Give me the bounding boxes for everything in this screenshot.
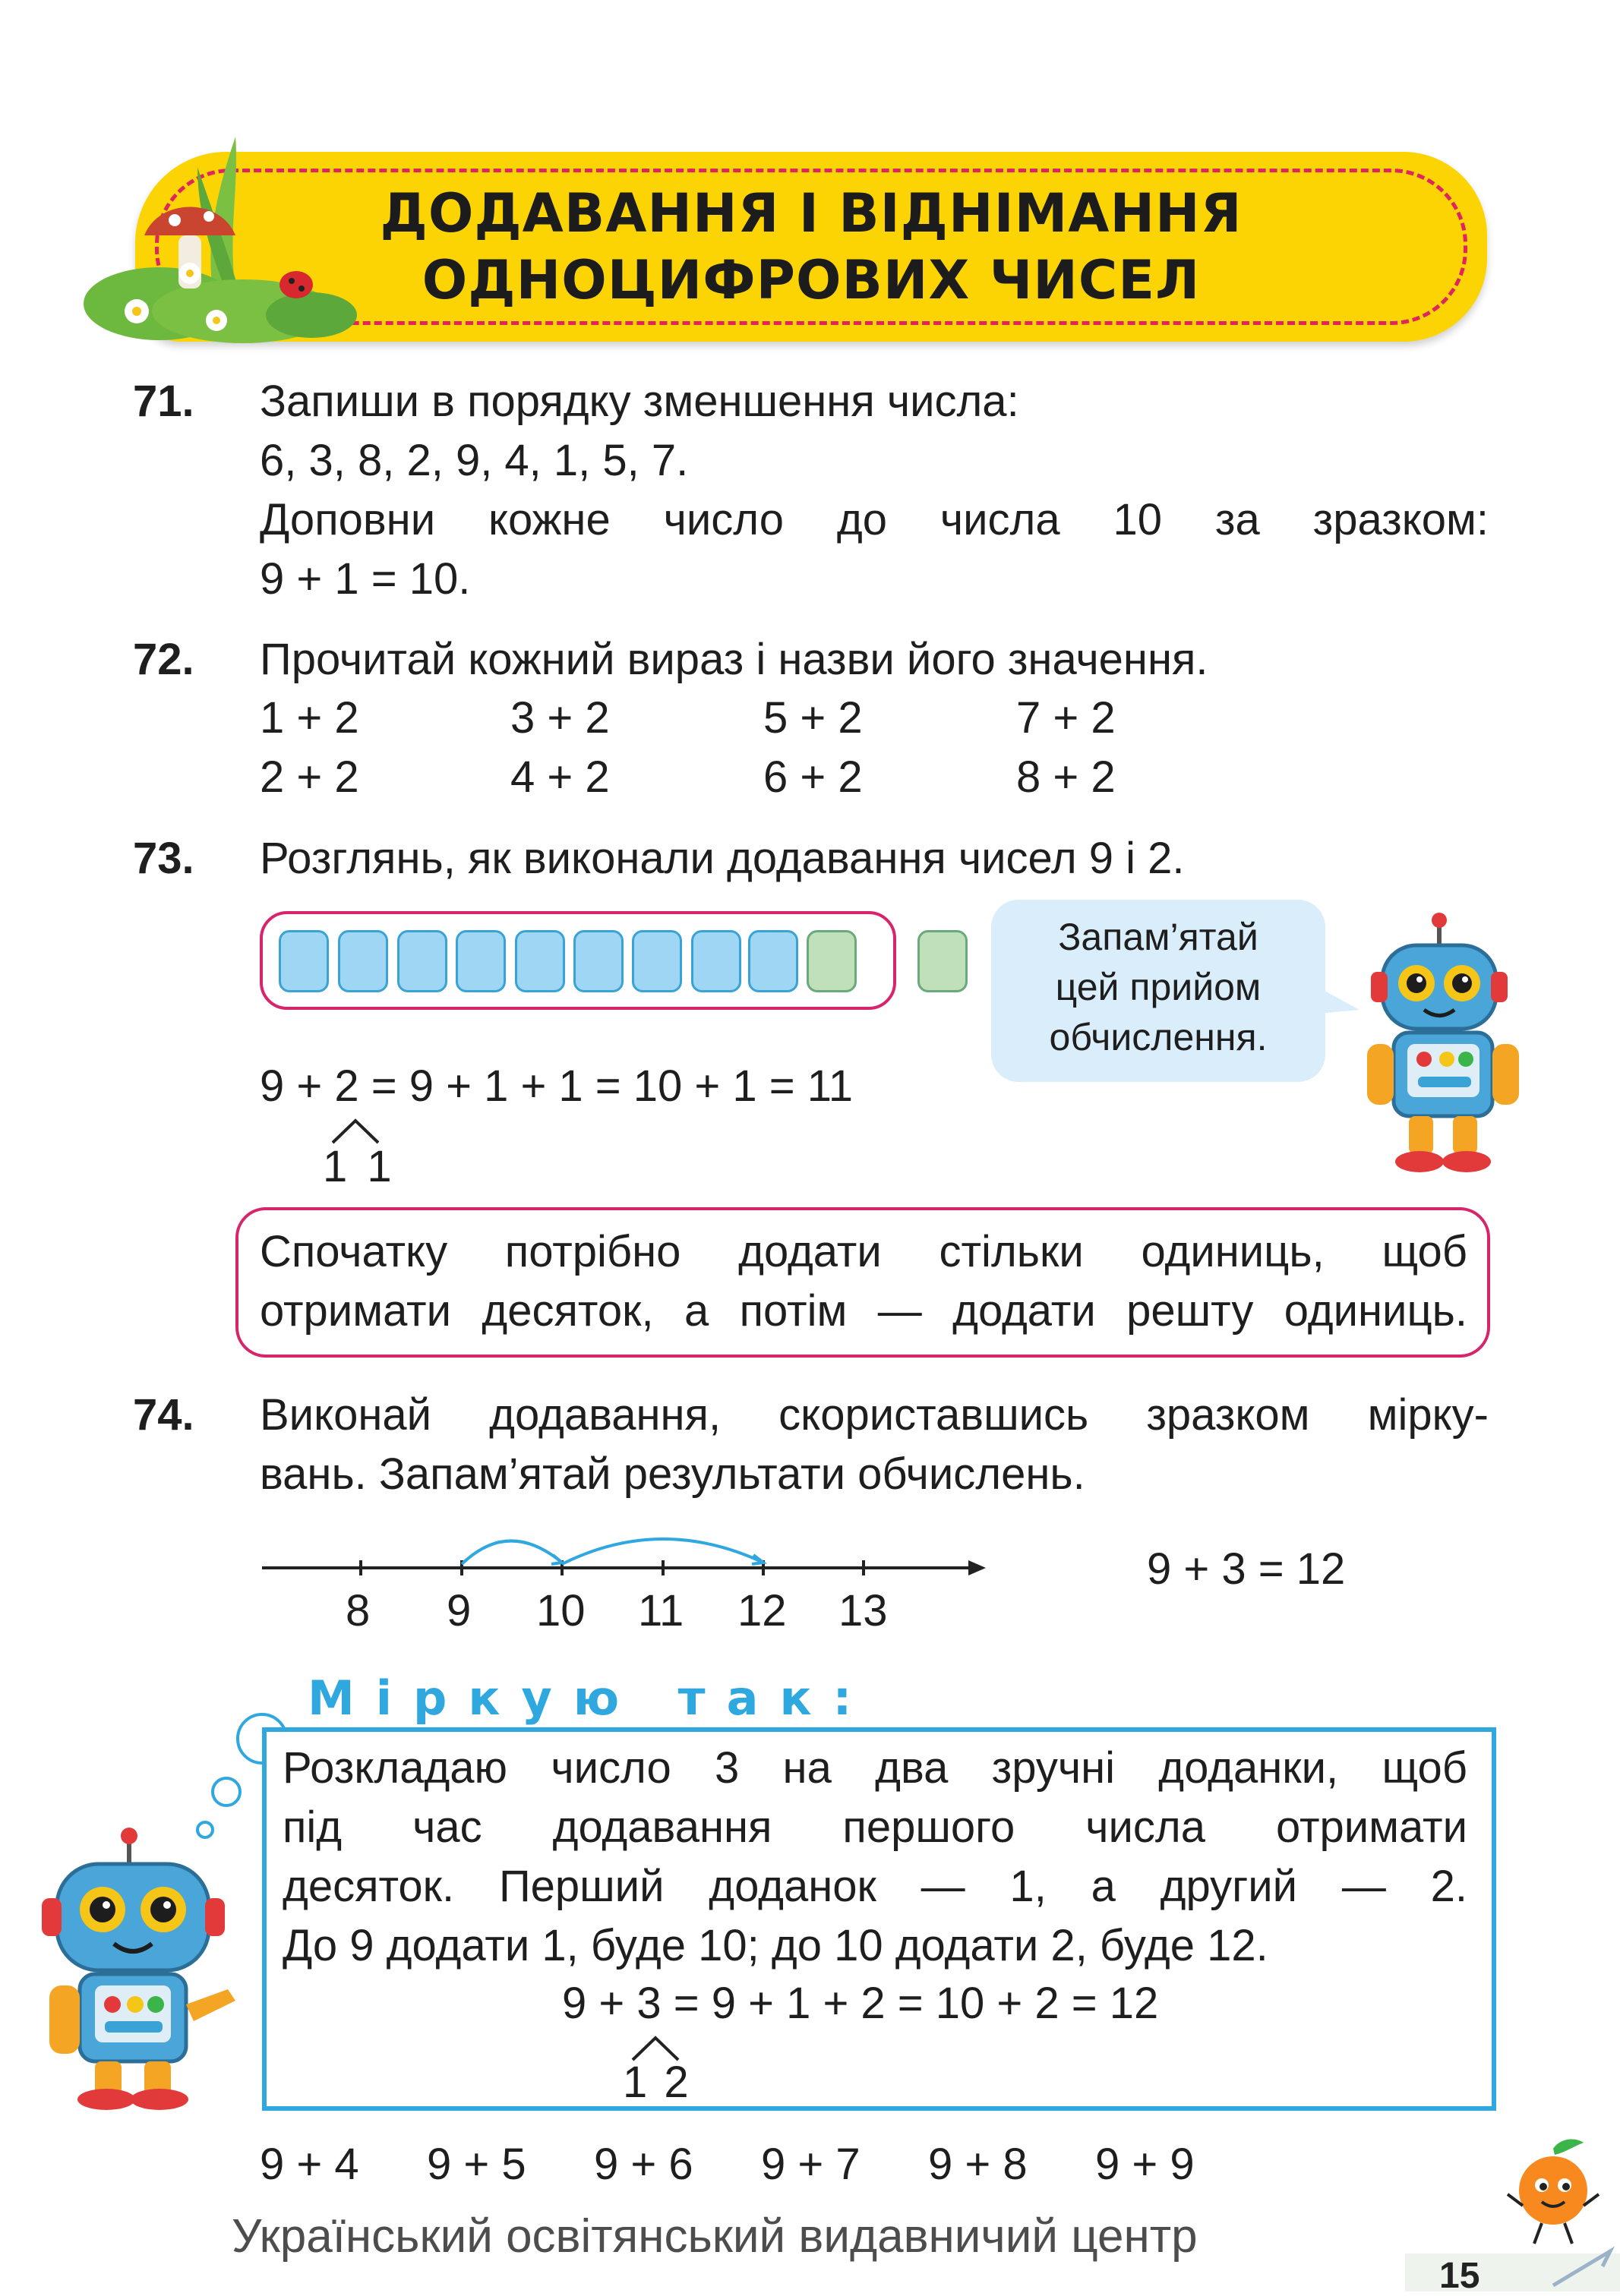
task-73-equation: 9 + 2 = 9 + 1 + 1 = 10 + 1 = 11 <box>260 1061 853 1111</box>
expression: 7 + 2 <box>1016 693 1116 743</box>
cube-blue <box>515 930 565 992</box>
task-71-line3: Доповни кожне число до числа 10 за зразком: <box>260 495 1489 544</box>
think-split: 1 2 <box>623 2058 689 2107</box>
tick-label: 10 <box>536 1586 586 1635</box>
cube-blue <box>456 930 506 992</box>
task-74-line2: вань. Запам’ятай результати обчислень. <box>260 1449 1085 1499</box>
tick-label: 8 <box>346 1586 371 1635</box>
page-title-line1: ДОДАВАННЯ І ВІДНІМАННЯ <box>380 182 1243 244</box>
task-71-number: 71. <box>133 377 194 426</box>
think-equation: 9 + 3 = 9 + 1 + 2 = 10 + 2 = 12 <box>562 1979 1159 2028</box>
corner-arrow-icon <box>1549 2244 1618 2289</box>
expression: 4 + 2 <box>510 752 610 802</box>
task-74-number: 74. <box>133 1390 194 1440</box>
page-title-line2: ОДНОЦИФРОВИХ ЧИСЕЛ <box>422 249 1201 311</box>
exercise: 9 + 9 <box>1095 2140 1195 2189</box>
bubble-line2: цей прийом <box>1055 966 1262 1008</box>
bubble-line3: обчислення. <box>1049 1016 1268 1058</box>
expression: 6 + 2 <box>763 752 863 802</box>
think-line4: До 9 додати 1, буде 10; до 10 додати 2, буде 12. <box>283 1921 1268 1970</box>
orange-mascot-icon <box>1500 2134 1606 2247</box>
bubble-line1: Запам’ятай <box>1058 916 1258 958</box>
cube-blue <box>748 930 798 992</box>
rule-line2: отримати десяток, а потім — додати решту одиниць. <box>260 1286 1467 1336</box>
think-line2: під час додавання першого числа отримати <box>283 1802 1467 1852</box>
cube-green <box>807 930 857 992</box>
task-72-number: 72. <box>133 635 194 684</box>
publisher-name: Український освітянський видавничий центр <box>232 2210 1198 2263</box>
tick-label: 13 <box>838 1586 888 1635</box>
task-71-line4: 9 + 1 = 10. <box>260 554 471 604</box>
task-74-example: 9 + 3 = 12 <box>1147 1544 1346 1594</box>
exercise: 9 + 7 <box>761 2140 861 2189</box>
task-71-line2: 6, 3, 8, 2, 9, 4, 1, 5, 7. <box>260 436 689 485</box>
exercise: 9 + 5 <box>427 2140 526 2189</box>
cube-blue <box>338 930 388 992</box>
task-74-line1: Виконай додавання, скориставшись зразком мірку- <box>260 1390 1489 1440</box>
robot-icon <box>1341 911 1561 1177</box>
exercise: 9 + 8 <box>928 2140 1028 2189</box>
task-73-number: 73. <box>133 834 194 883</box>
cube-blue <box>573 930 624 992</box>
exercise: 9 + 4 <box>260 2140 359 2189</box>
task-73-split: 1 1 <box>323 1142 392 1191</box>
rule-line1: Спочатку потрібно додати стільки одиниць, щоб <box>260 1227 1467 1276</box>
task-73-line1: Розглянь, як виконали додавання чисел 9 і 2. <box>260 834 1185 883</box>
cube-blue <box>632 930 682 992</box>
exercise: 9 + 6 <box>594 2140 693 2189</box>
cube-blue <box>397 930 447 992</box>
tick-label: 11 <box>638 1586 684 1635</box>
expression: 8 + 2 <box>1016 752 1116 802</box>
task-71-line1: Запиши в порядку зменшення числа: <box>260 377 1019 426</box>
speech-bubble <box>991 900 1325 1082</box>
tick-label: 12 <box>737 1586 787 1635</box>
think-line1: Розкладаю число 3 на два зручні доданки, щоб <box>283 1743 1467 1793</box>
task-72-line1: Прочитай кожний вираз і назви його значення. <box>260 635 1208 684</box>
mushroom-decoration-icon <box>84 121 365 349</box>
tick-label: 9 <box>447 1586 472 1635</box>
cube-blue <box>279 930 329 992</box>
expression: 2 + 2 <box>260 752 359 802</box>
think-label: Міркую так: <box>308 1670 873 1726</box>
cube-blue <box>691 930 741 992</box>
page-number: 15 <box>1439 2256 1480 2296</box>
expression: 5 + 2 <box>763 693 863 743</box>
robot-icon <box>30 1822 251 2111</box>
think-line3: десяток. Перший доданок — 1, а другий — 2. <box>283 1862 1467 1911</box>
cube-green <box>917 930 968 992</box>
expression: 3 + 2 <box>510 693 610 743</box>
expression: 1 + 2 <box>260 693 359 743</box>
